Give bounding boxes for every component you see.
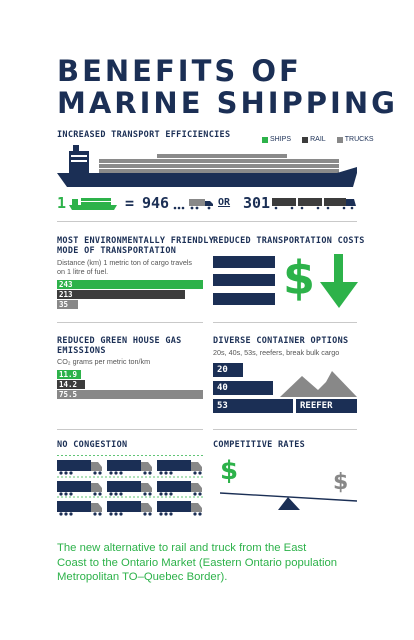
footer-text xyxy=(57,541,357,585)
title-line-2: MARINE SHIPPING xyxy=(57,86,398,120)
bulk-cargo-piles-icon xyxy=(280,370,357,397)
congestion-trucks-grid xyxy=(57,455,203,517)
truck-row-icon xyxy=(173,196,213,210)
balance-scale-icon xyxy=(220,485,357,513)
divider xyxy=(213,322,357,323)
greenhouse-sub: CO₂ grams per metric ton/km xyxy=(57,357,151,366)
small-ship-icon xyxy=(69,196,117,210)
environment-heading-1: MOST ENVIRONMENTALLY FRIENDLY xyxy=(57,236,215,246)
greenhouse-bar-ships: 11.9 xyxy=(57,370,81,379)
arrow-down-icon xyxy=(320,254,358,310)
ship-count: 1 xyxy=(57,194,67,212)
environment-bar-trucks: 35 xyxy=(57,300,78,309)
rate-dollar-green: $ xyxy=(220,456,239,486)
rail-count: 301 xyxy=(243,194,271,212)
truck-count: 946 xyxy=(142,194,170,212)
container-40: 40 xyxy=(213,381,273,395)
legend-swatch-rail xyxy=(302,137,308,143)
legend-swatch-trucks xyxy=(337,137,343,143)
container-53: 53 xyxy=(213,399,293,413)
containers-sub: 20s, 40s, 53s, reefers, break bulk cargo xyxy=(213,348,340,357)
rail-train-icon xyxy=(272,196,356,210)
environment-bar-rail: 213 xyxy=(57,290,185,299)
footer-line-3: Metropolitan TO–Quebec Border). xyxy=(57,571,228,583)
cost-bar-2 xyxy=(213,274,275,286)
legend-rail: RAIL xyxy=(310,136,326,143)
divider xyxy=(57,429,203,430)
legend-swatch-ships xyxy=(262,137,268,143)
dollar-sign: $ xyxy=(283,251,316,305)
legend-ships: SHIPS xyxy=(270,136,292,143)
cost-bar-3 xyxy=(213,293,275,305)
costs-heading: REDUCED TRANSPORTATION COSTS xyxy=(213,236,365,246)
congestion-heading: NO CONGESTION xyxy=(57,440,128,450)
environment-heading-2: MODE OF TRANSPORTATION xyxy=(57,246,177,256)
divider xyxy=(213,429,357,430)
or-label: OR xyxy=(218,197,231,208)
environment-sub-1: Distance (km) 1 metric ton of cargo travels xyxy=(57,258,193,267)
rates-heading: COMPETITIVE RATES xyxy=(213,440,306,450)
title-line-1: BENEFITS OF xyxy=(57,54,302,88)
environment-bar-ships: 243 xyxy=(57,280,203,289)
divider xyxy=(57,322,203,323)
container-20: 20 xyxy=(213,363,243,377)
greenhouse-heading-2: EMISSIONS xyxy=(57,346,106,356)
cost-bar-1 xyxy=(213,256,275,268)
footer-line-1: The new alternative to rail and truck from the East xyxy=(57,542,307,554)
cargo-ship-icon xyxy=(57,143,357,188)
footer-line-2: Coast to the Ontario Market (Eastern Ontario population xyxy=(57,556,338,569)
environment-sub-2: on 1 litre of fuel. xyxy=(57,267,109,276)
legend-trucks: TRUCKS xyxy=(344,136,374,143)
greenhouse-bar-rail: 14.2 xyxy=(57,380,85,389)
divider xyxy=(57,221,357,222)
containers-heading: DIVERSE CONTAINER OPTIONS xyxy=(213,336,349,346)
rate-dollar-grey: $ xyxy=(333,470,349,495)
equals-sign: = xyxy=(125,194,135,212)
greenhouse-heading-1: REDUCED GREEN HOUSE GAS xyxy=(57,336,182,346)
container-reefer: REEFER xyxy=(296,399,357,413)
efficiency-heading: INCREASED TRANSPORT EFFICIENCIES xyxy=(57,130,231,140)
greenhouse-bar-trucks: 75.5 xyxy=(57,390,203,399)
